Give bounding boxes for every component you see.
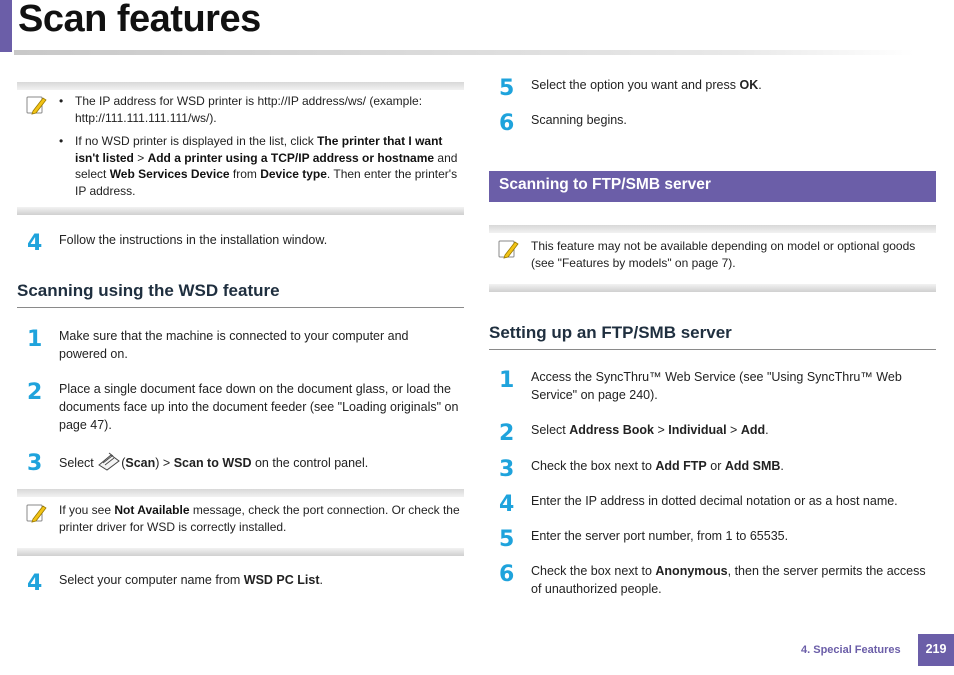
text-run: Enter the IP address in dotted decimal notation or as a host name. (531, 494, 898, 508)
step-text (59, 231, 439, 249)
text-run: Access the SyncThru™ Web Service (see "Using SyncThru™ Web Service" on page 240). (531, 370, 902, 402)
step-number: 6 (499, 562, 515, 587)
section-divider (489, 349, 936, 350)
step-number: 2 (499, 421, 515, 446)
text-run: from (229, 167, 261, 181)
bold-text-run: The printer that I want isn't listed (75, 134, 443, 165)
text-run: > (726, 423, 741, 437)
note-pencil-icon (25, 502, 47, 524)
text-run: Enter the server port number, from 1 to 65535. (531, 529, 789, 543)
step-text (531, 562, 939, 598)
note-text (531, 238, 933, 271)
step-text (531, 111, 931, 129)
text-run: on the control panel. (251, 456, 369, 470)
text-run: This feature may not be available depending on model or optional goods (see "Features by models" on page 7). (531, 239, 916, 270)
step-number: 5 (499, 76, 515, 101)
step-text (531, 492, 939, 510)
bold-text-run: WSD PC List (243, 573, 320, 587)
text-run: and select (75, 150, 458, 181)
title-divider (14, 50, 914, 55)
scanner-icon (97, 451, 121, 476)
text-run: ) > (155, 456, 174, 470)
bold-text-run: Add FTP (655, 459, 707, 473)
step-number: 4 (27, 571, 43, 596)
bold-text-run: Scan (125, 456, 156, 470)
text-run: > (653, 423, 669, 437)
step-number: 5 (499, 527, 515, 552)
text-run: Follow the instructions in the installation window. (59, 233, 328, 247)
note-box-wsd-address (17, 82, 464, 215)
step-text (59, 451, 465, 476)
text-run: Select (531, 423, 570, 437)
section-band-title: Scanning to FTP/SMB server (499, 176, 711, 193)
step-number: 1 (27, 327, 43, 352)
bold-text-run: Add a printer using a TCP/IP address or hostname (147, 150, 435, 165)
text-run: Place a single document face down on the document glass, or load the documents face up into the document feeder (see "Loading originals" on page 47). (59, 382, 459, 432)
step-text-prefix: Select (59, 456, 98, 470)
step-text (531, 76, 931, 94)
header-accent-bar (0, 0, 12, 52)
bold-text-run: Device type (260, 167, 327, 181)
bold-text-run: Web Services Device (109, 167, 230, 181)
step-number: 6 (499, 111, 515, 136)
step-text (531, 527, 939, 545)
note-text (59, 502, 463, 535)
text-run: . (780, 459, 784, 473)
text-run: . (319, 573, 323, 587)
note-bullet (59, 133, 459, 199)
text-run: > (133, 150, 148, 165)
text-run: , then the server permits the access of unauthorized people. (531, 564, 926, 596)
step-number: 2 (27, 380, 43, 405)
page-number: 219 (918, 634, 954, 666)
footer-chapter-label: 4. Special Features (801, 644, 901, 656)
bold-text-run: OK (739, 78, 759, 92)
step-text (531, 421, 939, 439)
note-pencil-icon (497, 238, 519, 260)
text-run: Select the option you want and press (531, 78, 740, 92)
text-run: Make sure that the machine is connected to your computer and powered on. (59, 329, 409, 361)
text-run: Scanning begins. (531, 113, 627, 127)
bold-text-run: Address Book (569, 423, 654, 437)
section-heading-wsd: Scanning using the WSD feature (17, 281, 280, 300)
section-band-ftp-smb (489, 171, 936, 202)
text-run: Check the box next to (531, 459, 656, 473)
text-run: If you see (59, 503, 115, 517)
text-run: or (706, 459, 725, 473)
page-title: Scan features (18, 0, 261, 40)
text-run: Select your computer name from (59, 573, 244, 587)
note-pencil-icon (25, 94, 47, 116)
text-run: ( (121, 456, 126, 470)
step-text (59, 327, 439, 363)
text-run: . (758, 78, 762, 92)
step-number: 4 (499, 492, 515, 517)
note-box-not-available (17, 489, 464, 556)
step-text (531, 457, 939, 475)
bold-text-run: Scan to WSD (173, 456, 252, 470)
step-text (531, 368, 939, 404)
text-run: . Then enter the printer's IP address. (75, 167, 458, 198)
bold-text-run: Anonymous (655, 564, 728, 578)
bold-text-run: Not Available (114, 503, 190, 517)
bold-text-run: Add (740, 423, 766, 437)
step-text-rest (121, 456, 368, 470)
bold-text-run: Individual (668, 423, 727, 437)
step-number: 4 (27, 231, 43, 256)
bold-text-run: Add SMB (724, 459, 781, 473)
step-number: 3 (499, 457, 515, 482)
text-run: Check the box next to (531, 564, 656, 578)
section-divider (17, 307, 464, 308)
section-heading-ftp-server: Setting up an FTP/SMB server (489, 323, 732, 342)
text-run: If no WSD printer is displayed in the list, click (75, 134, 318, 148)
step-number: 1 (499, 368, 515, 393)
text-run: . (765, 423, 769, 437)
text-run: The IP address for WSD printer is http://IP address/ws/ (example: http://111.111.111.111/ws/). (75, 94, 423, 125)
step-text (59, 571, 439, 589)
step-number: 3 (27, 451, 43, 476)
note-bullet (59, 93, 459, 126)
step-text (59, 380, 465, 434)
text-run: message, check the port connection. Or check the printer driver for WSD is correctly installed. (59, 503, 460, 534)
note-box-model-availability (489, 225, 936, 292)
